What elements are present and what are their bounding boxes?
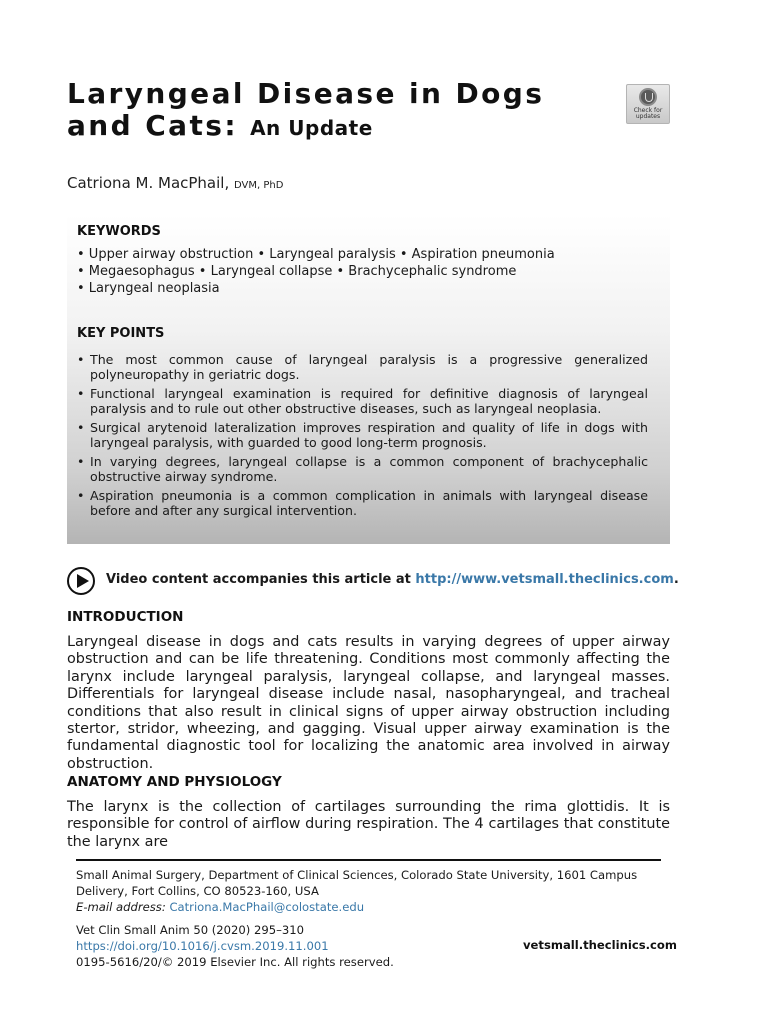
title-line-1: Laryngeal Disease in Dogs — [67, 77, 545, 110]
video-link[interactable]: http://www.vetsmall.theclinics.com — [415, 572, 674, 587]
introduction-heading: INTRODUCTION — [67, 609, 184, 625]
key-point-item: • Surgical arytenoid lateralization improves respiration and quality of life in dogs with laryngeal paralysis, with guarded to good long-term prognosis. — [77, 420, 648, 450]
author-degrees: DVM, PhD — [234, 180, 284, 191]
key-points-heading: KEY POINTS — [77, 326, 165, 341]
author-name: Catriona M. MacPhail, — [67, 174, 230, 192]
title-line-2: and Cats: — [67, 109, 238, 142]
title-subtitle: An Update — [250, 116, 373, 140]
anatomy-heading: ANATOMY AND PHYSIOLOGY — [67, 774, 282, 790]
keyword-line: • Megaesophagus • Laryngeal collapse • Brachycephalic syndrome — [77, 264, 517, 279]
introduction-paragraph: Laryngeal disease in dogs and cats results in varying degrees of upper airway obstruction and can be life threatening. Conditions most commonly affecting the larynx include laryngeal paralysis, laryngeal collapse, and laryngeal masses. Differentials for laryngeal disease include nasal, nasopharyngeal, and tracheal conditions that also result in clinical signs of upper airway obstruction including stertor, stridor, wheezing, and gagging. Visual upper airway examination is the fundamental diagnostic tool for localizing the anatomic area involved in airway obstruction. — [67, 634, 670, 772]
doi-line — [76, 938, 329, 954]
email-line — [76, 899, 364, 915]
footer-divider — [76, 859, 661, 861]
affiliation-line-2: Delivery, Fort Collins, CO 80523-160, USA — [76, 884, 319, 898]
article-title — [67, 78, 587, 144]
email-link[interactable]: Catriona.MacPhail@colostate.edu — [169, 900, 365, 914]
check-for-updates-icon[interactable] — [626, 84, 670, 124]
key-point-item: • In varying degrees, laryngeal collapse is a common component of brachycephalic obstructive airway syndrome. — [77, 454, 648, 484]
keyword-line: • Laryngeal neoplasia — [77, 281, 220, 296]
keywords-keypoints-box — [67, 215, 670, 544]
key-point-item: • The most common cause of laryngeal paralysis is a progressive generalized polyneuropathy in geriatric dogs. — [77, 352, 648, 382]
key-point-item: • Functional laryngeal examination is required for definitive diagnosis of laryngeal paralysis and to rule out other obstructive diseases, such as laryngeal neoplasia. — [77, 386, 648, 416]
key-points-list — [77, 352, 648, 522]
video-notice-text: Video content accompanies this article at — [106, 572, 416, 587]
video-notice-end: . — [673, 572, 679, 587]
play-video-icon[interactable] — [67, 567, 95, 595]
author-line — [67, 174, 283, 192]
journal-website[interactable]: vetsmall.theclinics.com — [523, 938, 677, 952]
affiliation-line-1: Small Animal Surgery, Department of Clinical Sciences, Colorado State University, 1601 Campus — [76, 868, 638, 882]
copyright-line: 0195-5616/20/© 2019 Elsevier Inc. All rights reserved. — [76, 955, 394, 969]
anatomy-paragraph: The larynx is the collection of cartilages surrounding the rima glottidis. It is responsible for control of airflow during respiration. The 4 cartilages that constitute the larynx are — [67, 799, 670, 850]
check-for-updates-label: Check for updates — [633, 107, 663, 120]
video-notice — [106, 572, 679, 587]
keywords-heading: KEYWORDS — [77, 224, 161, 239]
email-label: E-mail address: — [76, 900, 166, 914]
check-for-updates-circle — [639, 88, 657, 106]
key-point-item: • Aspiration pneumonia is a common complication in animals with laryngeal disease before and after any surgical intervention. — [77, 488, 648, 518]
doi-link[interactable]: https://doi.org/10.1016/j.cvsm.2019.11.001 — [76, 939, 329, 953]
citation: Vet Clin Small Anim 50 (2020) 295–310 — [76, 923, 305, 937]
keyword-line: • Upper airway obstruction • Laryngeal paralysis • Aspiration pneumonia — [77, 247, 555, 262]
